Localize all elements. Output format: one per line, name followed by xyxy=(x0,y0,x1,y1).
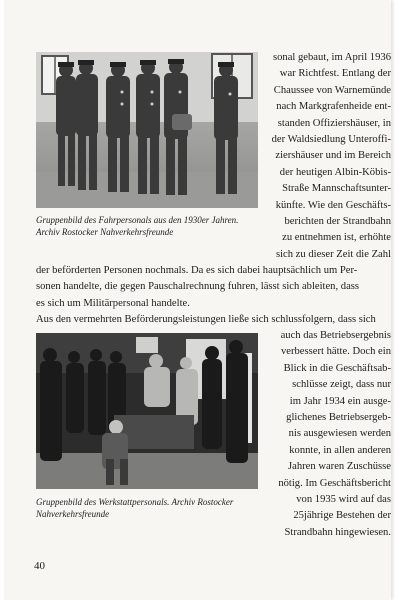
text-line: verbessert hätte. Doch ein xyxy=(280,346,391,358)
caption-line: Gruppenbild des Werkstattpersonals. Archiv Rostocker xyxy=(36,497,234,507)
text-line: es sich um Militärpersonal handelte. xyxy=(36,297,190,309)
photo-driving-staff-image xyxy=(36,52,258,208)
text-block-full-width xyxy=(36,263,391,329)
photo-workshop-staff xyxy=(36,333,258,489)
text-line: sonen handelte, die gegen Pauschalrechnung fuhren, lässt sich ableiten, dass xyxy=(36,281,360,293)
text-line: ziershäuser und im Bereich xyxy=(275,150,391,162)
text-line: Strandbahn hingewiesen. xyxy=(284,526,391,538)
caption-line: Archiv Rostocker Nahverkehrsfreunde xyxy=(36,227,174,237)
text-column-right xyxy=(251,50,391,263)
page-number: 40 xyxy=(34,560,45,572)
text-line: Blick in die Geschäftsab- xyxy=(283,362,391,374)
text-line: nach Markgrafenheide ent- xyxy=(276,101,391,113)
photo-caption xyxy=(36,214,238,238)
text-line: von 1935 wird auf das xyxy=(296,494,391,506)
text-line: Straße Mannschaftsunter- xyxy=(282,183,391,195)
text-line: zu entnehmen ist, erhöhte xyxy=(282,232,391,244)
text-line: Chaussee von Warnemünde xyxy=(273,84,391,96)
text-line: nötig. Im Geschäftsbericht xyxy=(278,477,391,489)
text-line: Aus den vermehrten Beförderungsleistungen ließe sich schlussfolgern, dass sich xyxy=(36,314,376,326)
text-line: der Waldsiedlung Unteroffi- xyxy=(271,134,391,146)
text-column-right-lower xyxy=(251,328,391,541)
photo-workshop-staff-image xyxy=(36,333,258,489)
text-line: sich zu dieser Zeit die Zahl xyxy=(275,248,391,260)
text-line: künfte. Wie den Geschäfts- xyxy=(275,199,391,211)
caption-line: Nahverkehrsfreunde xyxy=(36,509,110,519)
caption-line: Gruppenbild des Fahrpersonals aus den 1930er Jahren. xyxy=(36,215,239,225)
text-line: 25jährige Bestehen der xyxy=(293,510,391,522)
text-line: standen Offiziershäuser, in xyxy=(277,117,391,129)
text-line: der heutigen Albin-Köbis- xyxy=(279,166,391,178)
book-page xyxy=(4,0,391,600)
text-line: sonal gebaut, im April 1936 xyxy=(273,52,391,63)
text-line: der beförderten Personen nochmals. Da es sich dabei hauptsächlich um Per- xyxy=(36,265,358,276)
text-line: war Richtfest. Entlang der xyxy=(279,68,391,80)
photo-caption xyxy=(36,496,233,520)
text-line: glichenes Betriebsergeb- xyxy=(286,412,391,424)
text-line: im Jahr 1934 ein ausge- xyxy=(289,395,391,407)
text-line: berichten der Strandbahn xyxy=(284,216,391,228)
text-line: nis ausgewiesen werden xyxy=(288,428,391,440)
text-line: schlüsse zeigt, dass nur xyxy=(292,379,391,391)
photo-driving-staff xyxy=(36,52,258,208)
text-line: auch das Betriebsergebnis xyxy=(280,330,391,341)
text-line: Jahren waren Zuschüsse xyxy=(288,461,391,473)
text-line: konnte, in allen anderen xyxy=(289,444,391,456)
